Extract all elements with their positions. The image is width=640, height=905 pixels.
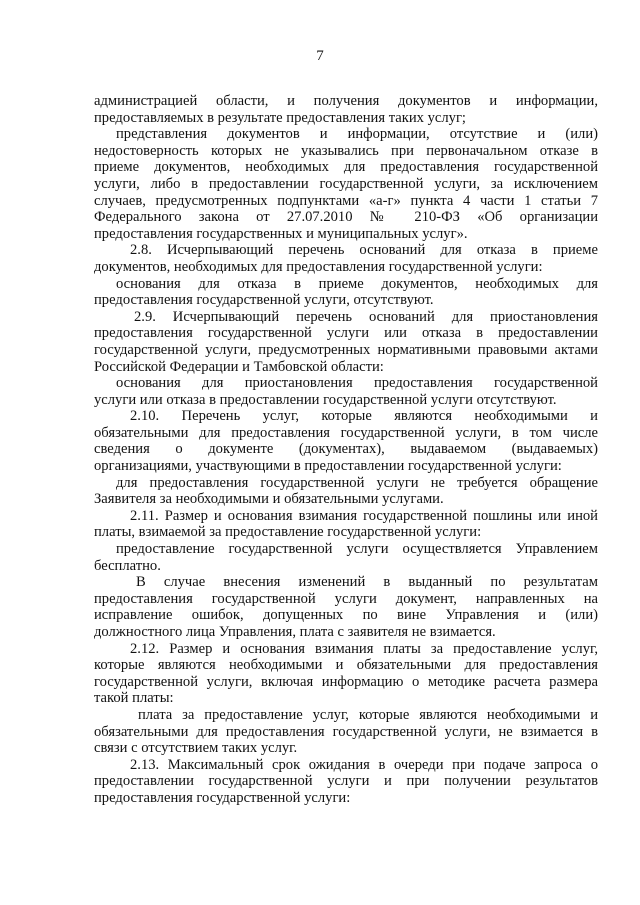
text-line: связи с отсутствием таких услуг. <box>94 740 298 757</box>
text-line: основания для отказа в приеме документов, необходимых для <box>116 275 598 292</box>
text-line: плата за предоставление услуг, которые являются необходимыми и <box>138 706 598 723</box>
page-number: 7 <box>316 48 324 64</box>
text-line: предоставления государственной услуги: <box>94 789 351 806</box>
text-line: предоставлении государственной услуги и при получении результатов <box>94 773 598 790</box>
text-line: организациями, участвующими в предоставлении государственной услуги: <box>94 458 562 475</box>
text-line: платы, взимаемой за предоставление государственной услуги: <box>94 524 482 541</box>
text-line: бесплатно. <box>94 557 161 574</box>
text-line: 2.8. Исчерпывающий перечень оснований для отказа в приеме <box>130 242 598 259</box>
text-line: обязательными для предоставления государственной услуги, в том числе <box>94 424 598 441</box>
text-line: В случае внесения изменений в выданный по результатам <box>136 574 598 591</box>
text-line: приеме документов, необходимых для предоставления государственной <box>94 159 598 176</box>
text-line: предоставления государственной услуги или отказа в предоставлении <box>94 325 598 342</box>
text-line: предоставления государственной услуги документ, направленных на <box>94 590 598 607</box>
text-line: 2.11. Размер и основания взимания государственной пошлины или иной <box>130 507 598 524</box>
text-line: недостоверность которых не указывались при первоначальном отказе в <box>94 142 598 159</box>
text-line: услуги, либо в предоставлении государственной услуги, за исключением <box>94 175 598 192</box>
text-line: Заявителя за необходимыми и обязательными услугами. <box>94 491 444 508</box>
text-line: для предоставления государственной услуги не требуется обращение <box>116 474 598 491</box>
text-line: должностного лица Управления, плата с заявителя не взимается. <box>94 624 496 640</box>
document-body <box>94 93 598 807</box>
text-line: которые являются необходимыми и обязательными для предоставления <box>94 657 598 674</box>
text-line: документов, необходимых для предоставления государственной услуги: <box>94 258 543 275</box>
text-line: предоставления государственных и муниципальных услуг». <box>94 225 468 242</box>
text-line: основания для приостановления предоставления государственной <box>116 375 598 392</box>
text-line: 2.9. Исчерпывающий перечень оснований для приостановления <box>134 308 598 325</box>
text-line: предоставление государственной услуги осуществляется Управлением <box>116 541 598 558</box>
text-line: исправление ошибок, допущенных по вине Управления и (или) <box>94 607 598 624</box>
text-line: 2.10. Перечень услуг, которые являются необходимыми и <box>130 408 598 425</box>
text-line: 2.12. Размер и основания взимания платы за предоставление услуг, <box>130 640 598 657</box>
text-line: сведения о документе (документах), выдаваемом (выдаваемых) <box>94 441 598 458</box>
text-line: государственной услуги, включая информацию о методике расчета размера <box>94 673 598 690</box>
text-line: 2.13. Максимальный срок ожидания в очереди при подаче запроса о <box>130 756 598 773</box>
text-line: предоставления государственной услуги, отсутствуют. <box>94 292 434 309</box>
text-line: Российской Федерации и Тамбовской области: <box>94 358 384 375</box>
text-line: случаев, предусмотренных подпунктами «а-г» пункта 4 части 1 статьи 7 <box>94 192 598 209</box>
text-line: Федерального закона от 27.07.2010 № 210-ФЗ «Об организации <box>94 209 598 226</box>
text-line: услуги или отказа в предоставлении государственной услуги отсутствуют. <box>94 391 557 408</box>
text-line: государственной услуги, предусмотренных нормативными правовыми актами <box>94 341 598 358</box>
text-line: такой платы: <box>94 690 174 707</box>
text-line: предоставляемых в результате предоставления таких услуг; <box>94 109 466 126</box>
text-line: представления документов и информации, отсутствие и (или) <box>116 126 598 143</box>
text-line: обязательными для предоставления государственной услуги, не взимается в <box>94 723 598 740</box>
text-line: администрацией области, и получения документов и информации, <box>94 93 598 109</box>
